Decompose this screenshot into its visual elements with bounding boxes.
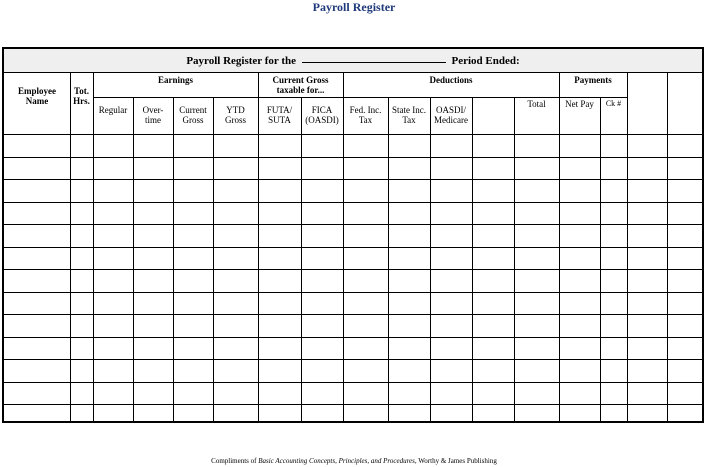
fica-line2: (OASDI) — [305, 115, 339, 125]
net-pay-header: Net Pay — [565, 99, 594, 109]
total-header: Total — [527, 99, 546, 109]
column-divider — [514, 97, 515, 421]
fica-header — [301, 105, 343, 125]
header-bottom-line — [4, 134, 702, 135]
row-line — [4, 202, 702, 203]
total-hours-line1: Tot. — [74, 86, 89, 96]
column-divider — [600, 97, 601, 421]
overtime-header — [133, 105, 173, 125]
futa-suta-line2: SUTA — [268, 115, 291, 125]
deductions-group-header: Deductions — [429, 75, 473, 85]
footer-prefix: Compliments of — [211, 457, 257, 465]
column-divider — [133, 97, 134, 421]
form-banner — [4, 49, 702, 73]
row-line — [4, 314, 702, 315]
ytd-gross-header — [213, 105, 258, 125]
row-line — [4, 247, 702, 248]
oasdi-medicare-line1: OASDI/ — [435, 105, 466, 115]
fed-inc-tax-header — [343, 105, 388, 125]
row-line — [4, 269, 702, 270]
current-gross-group-header — [258, 75, 343, 95]
ytd-gross-line1: YTD — [226, 105, 245, 115]
column-divider — [213, 97, 214, 421]
fica-line1: FICA — [311, 105, 333, 115]
payroll-register-form — [2, 47, 704, 423]
banner-prefix: Payroll Register for the — [186, 55, 296, 67]
row-line — [4, 292, 702, 293]
ytd-gross-line2: Gross — [224, 115, 246, 125]
page-title: Payroll Register — [312, 0, 396, 14]
current-gross-header — [173, 105, 213, 125]
state-inc-tax-line2: Tax — [402, 115, 416, 125]
column-divider — [173, 97, 174, 421]
total-hours-line2: Hrs. — [73, 96, 90, 106]
fed-inc-tax-line2: Tax — [358, 115, 373, 125]
column-divider — [430, 97, 431, 421]
footer-book-title: Basic Accounting Concepts, Principles, and Procedures, — [258, 457, 417, 465]
payments-header-divider — [559, 97, 627, 98]
employee-name-header — [4, 86, 70, 106]
current-gross-group-line2: taxable for... — [276, 85, 325, 95]
check-number-header: Ck # — [605, 99, 622, 108]
row-line — [4, 337, 702, 338]
footer-credit — [0, 457, 708, 466]
register-grid — [4, 73, 702, 421]
period-blank-line[interactable] — [302, 52, 446, 63]
banner-suffix: Period Ended: — [451, 55, 520, 67]
futa-suta-header — [258, 105, 301, 125]
current-gross-group-line1: Current Gross — [272, 75, 329, 85]
total-hours-header — [70, 86, 93, 106]
current-gross-line1: Current — [179, 105, 207, 115]
state-inc-tax-header — [388, 105, 430, 125]
row-line — [4, 359, 702, 360]
earnings-group-header: Earnings — [157, 75, 193, 85]
oasdi-medicare-line2: Medicare — [434, 115, 468, 125]
oasdi-medicare-header — [430, 105, 472, 125]
column-divider — [301, 97, 302, 421]
overtime-line2: time — [145, 115, 161, 125]
employee-name-line2: Name — [25, 96, 49, 106]
current-gross-line2: Gross — [182, 115, 204, 125]
futa-suta-line1: FUTA/ — [266, 105, 293, 115]
row-line — [4, 179, 702, 180]
row-line — [4, 224, 702, 225]
row-line — [4, 382, 702, 383]
overtime-line1: Over- — [142, 105, 164, 115]
column-divider — [472, 97, 473, 421]
employee-name-line1: Employee — [18, 86, 56, 96]
fed-inc-tax-line1: Fed. Inc. — [349, 105, 382, 115]
state-inc-tax-line1: State Inc. — [392, 105, 426, 115]
column-divider — [388, 97, 389, 421]
footer-publisher: Worthy & James Publishing — [418, 457, 497, 465]
group-header-divider — [93, 97, 559, 98]
row-line — [4, 157, 702, 158]
payments-group-header: Payments — [574, 75, 612, 85]
row-line — [4, 404, 702, 405]
regular-header: Regular — [98, 105, 128, 115]
